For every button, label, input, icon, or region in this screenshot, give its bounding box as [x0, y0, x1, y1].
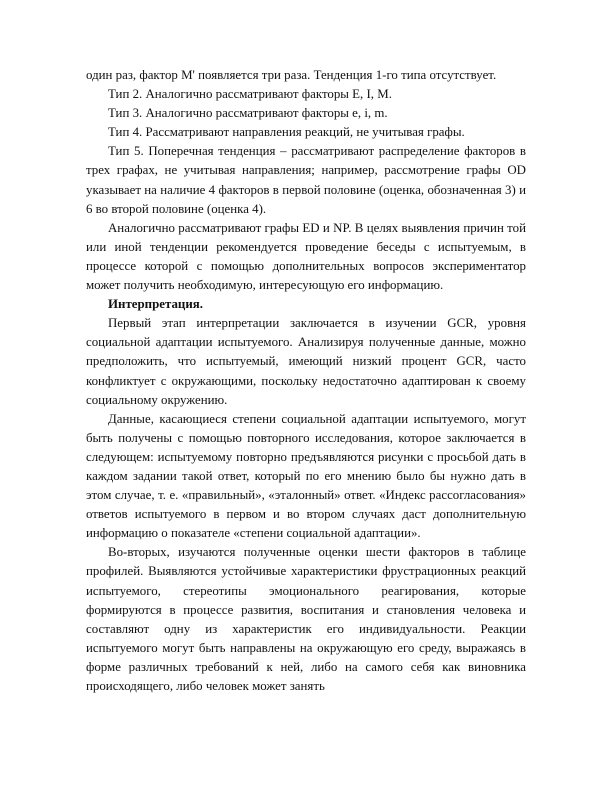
section-heading-interpretation: Интерпретация.: [108, 297, 203, 312]
paragraph-type2: Тип 2. Аналогично рассматривают факторы E, I, M.: [108, 87, 392, 102]
paragraph-type3: Тип 3. Аналогично рассматривают факторы e, i, m.: [108, 106, 388, 121]
paragraph-gcr: Первый этап интерпретации заключается в изучении GCR, уровня социальной адаптации испытуемого. Анализируя полученные данные, можно предположить, что испытуемый, имеющий низкий процент GCR, часто конфликтует с окружающими, поскольку недостаточно адаптирован к своему социальному окружению.: [86, 316, 526, 407]
paragraph-graphs-ed-np: Аналогично рассматривают графы ED и NP. В целях выявления причин той или иной тенденции рекомендуется проведение беседы с испытуемым, в процессе которой с помощью дополнительных вопросов экспериментатор может получить необходимую, интересующую его информацию.: [86, 220, 526, 293]
paragraph-type1-conclusion: один раз, фактор M' появляется три раза. Тенденция 1-го типа отсутствует.: [86, 68, 497, 82]
paragraph-type5: Тип 5. Поперечная тенденция – рассматривают распределение факторов в трех графах, не учитывая направления; например, рассмотрение графы OD указывает на наличие 4 факторов в первой половине (оценка, обозначенная 3) и 6 во второй половине (оценка 4).: [86, 144, 526, 216]
paragraph-six-factors: Во-вторых, изучаются полученные оценки шести факторов в таблице профилей. Выявляются устойчивые характеристики фрустрационных реакций испытуемого, стереотипы эмоционального реагирования, которые формируются в процессе развития, воспитания и становления человека и составляют одну из характеристик его индивидуальности. Реакции испытуемого могут быть направлены на окружающую его среду, выражаясь в форме различных требований к ней, либо на самого себя как виновника происходящего, либо человек может занять: [86, 545, 526, 693]
paragraph-social-adaptation: Данные, касающиеся степени социальной адаптации испытуемого, могут быть получены с помощью повторного исследования, которое заключается в следующем: испытуемому повторно предъявляются рисунки с просьбой дать в каждом задании такой ответ, который по его мнению было бы нужно дать в этом случае, т. е. «правильный», «эталонный» ответ. «Индекс рассогласования» ответов испытуемого в первом и во втором случаях даст дополнительную информацию о показателе «степени социальной адаптации».: [86, 411, 526, 541]
paragraph-type4: Тип 4. Рассматривают направления реакций, не учитывая графы.: [108, 125, 465, 140]
document-page: [86, 66, 526, 696]
